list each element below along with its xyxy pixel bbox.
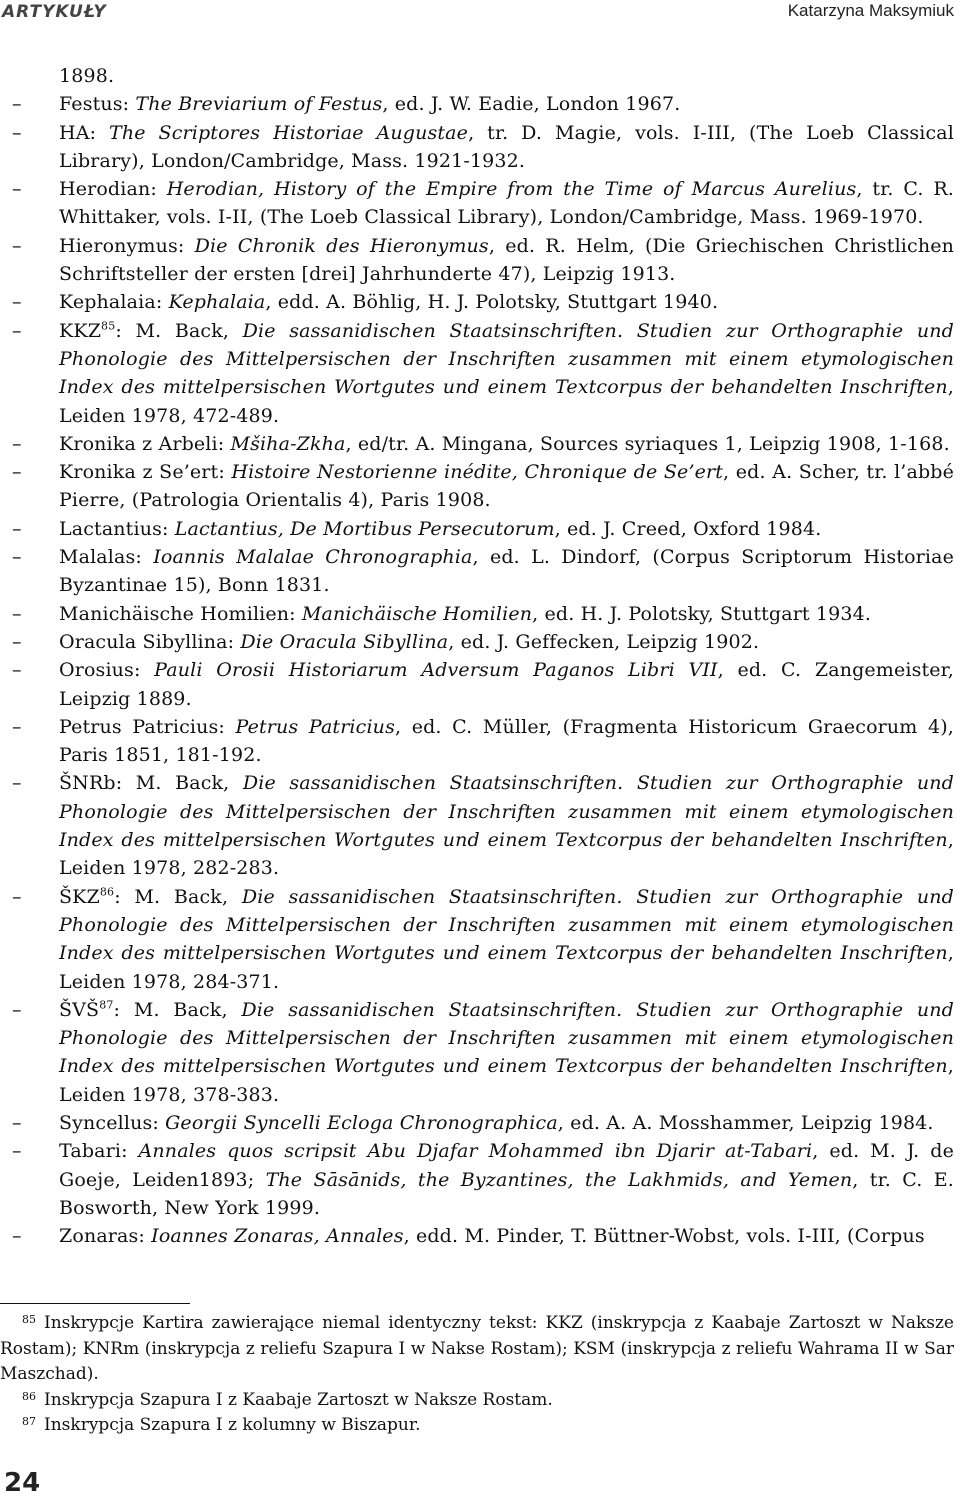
bibliography-entry [0,288,960,316]
list-dash: – [12,461,22,484]
running-head-author: Katarzyna Maksymiuk [787,1,954,20]
entry-source: ŠVŠ [59,998,100,1021]
entry-source: Kronika z Arbeli: [59,432,231,455]
bibliography-entry [0,883,960,996]
entry-source: HA: [59,121,110,144]
list-dash: – [12,659,22,682]
list-dash: – [12,998,22,1021]
list-dash: – [12,234,22,257]
entry-title: Lactantius, De Mortibus Persecutorum [174,517,555,540]
entry-title: Petrus Patricius [235,715,395,738]
journal-section-logo: ARTYKUŁY [2,2,107,22]
entry-details: , ed. J. W. Eadie, London 1967. [382,93,681,116]
footnote-number: 87 [22,1415,36,1428]
entry-source: Manichäische Homilien: [59,602,302,625]
entry-details: , edd. A. Böhlig, H. J. Polotsky, Stuttgart 1940. [265,291,719,314]
entry-source: Syncellus: [59,1111,166,1134]
entry-details: , Leiden 1978, 282-283. [59,829,954,880]
entry-source: Hieronymus: [59,234,195,257]
entry-title: Georgii Syncelli Ecloga Chronographica [165,1111,558,1134]
list-dash: – [12,517,22,540]
entry-details: 1898. [59,65,115,87]
bibliography-entry [0,62,960,90]
entry-details: , ed. J. Geffecken, Leipzig 1902. [448,630,760,653]
bibliography-entry [0,119,960,176]
entry-details: , ed. L. Dindorf, (Corpus Scriptorum Historiae Byzantinae 15), Bonn 1831. [59,546,954,597]
list-dash: – [12,319,22,342]
entry-source: Zonaras: [59,1225,152,1248]
list-dash: – [12,630,22,653]
entry-details: , ed. C. Zangemeister, Leipzig 1889. [59,659,954,710]
entry-details: , ed. A. A. Mosshammer, Leipzig 1984. [557,1111,934,1134]
entry-details: , Leiden 1978, 472-489. [59,376,954,427]
entry-details: , tr. D. Magie, vols. I-III, (The Loeb Classical Library), London/Cambridge, Mass. 1921-1932. [59,121,954,172]
entry-title: Annales quos scripsit Abu Djafar Mohammed ibn Djarir at-Tabari [138,1140,813,1163]
entry-source: Festus: [59,93,136,116]
footnote-text: Inskrypcja Szapura I z kolumny w Biszapur. [44,1415,421,1435]
entry-source: Oracula Sibyllina: [59,630,241,653]
page-number: 24 [4,1468,41,1498]
entry-title: Die sassanidischen Staatsinschriften. Studien zur Orthographie und Phonologie des Mittelpersischen der Inschriften zusammen mit einem etymologischen Index des mittelpersischen Wortgutes und einem Textcorpus der behandelten Inschriften [59,998,954,1078]
list-dash: – [12,546,22,569]
entry-title: Pauli Orosii Historiarum Adversum Paganos Libri VII [154,659,718,682]
bibliography-entry [0,996,960,1109]
bibliography-entry [0,713,960,770]
entry-title: The Sāsānids, the Byzantines, the Lakhmids, and Yemen [265,1168,853,1191]
entry-source: Tabari: [59,1140,139,1163]
bibliography-entry [0,317,960,430]
entry-title: Die sassanidischen Staatsinschriften. Studien zur Orthographie und Phonologie des Mittelpersischen der Inschriften zusammen mit einem etymologischen Index des mittelpersischen Wortgutes und einem Textcorpus der behandelten Inschriften [59,772,954,852]
entry-details: , ed/tr. A. Mingana, Sources syriaques 1, Leipzig 1908, 1-168. [345,432,950,455]
entry-details: , edd. M. Pinder, T. Büttner-Wobst, vols. I-III, (Corpus [403,1225,925,1248]
footnote [0,1413,960,1439]
entry-source: Malalas: [59,546,154,569]
entry-details: , Leiden 1978, 378-383. [59,1055,954,1106]
entry-source: ŠNRb: M. Back, [59,772,243,795]
footnote [0,1311,960,1388]
bibliography-entry [0,600,960,628]
entry-details: , ed. J. Creed, Oxford 1984. [554,517,822,540]
entry-source: Orosius: [59,659,155,682]
list-dash: – [12,885,22,908]
entry-editor: : M. Back, [115,319,243,342]
entry-source: Kronika z Se’ert: [59,461,232,484]
entry-details: , ed. H. J. Polotsky, Stuttgart 1934. [532,602,872,625]
footnote-text: Inskrypcje Kartira zawierające niemal identyczny tekst: KKZ (inskrypcja z Kaabaje Zartoszt w Naksze Rostam); KNRm (inskrypcja z reliefu Szapura I w Nakse Rostam); KSM (inskrypcja z reliefu Wahrama II w Sar Maszchad). [0,1313,954,1384]
bibliography-entry [0,1137,960,1222]
entry-source: Kephalaia: [59,291,169,314]
entry-details: , ed. M. J. de Goeje, Leiden1893; [59,1140,954,1191]
entry-title: Ioannes Zonaras, Annales [151,1225,404,1248]
bibliography-entry [0,232,960,289]
entry-title: The Breviarium of Festus [135,93,383,116]
entry-title: Kephalaia [168,291,266,314]
footnote-ref: 86 [99,885,115,899]
entry-editor: : M. Back, [114,885,242,908]
footnote-ref: 85 [101,319,116,333]
footnote-ref: 87 [99,998,114,1012]
entry-source: Lactantius: [59,517,175,540]
entry-source: ŠKZ [59,885,100,908]
entry-title: Die sassanidischen Staatsinschriften. Studien zur Orthographie und Phonologie des Mittelpersischen der Inschriften zusammen mit einem etymologischen Index des mittelpersischen Wortgutes und einem Textcorpus der behandelten Inschriften [59,885,954,965]
bibliography-entry [0,656,960,713]
bibliography-entry [0,1109,960,1137]
bibliography-entry [0,175,960,232]
entry-details: , ed. R. Helm, (Die Griechischen Christlichen Schriftsteller der ersten [drei] Jahrhunderte 47), Leipzig 1913. [59,234,954,286]
list-dash: – [12,93,22,116]
list-dash: – [12,1111,22,1134]
list-dash: – [12,291,22,314]
entry-title: Ioannis Malalae Chronographia [153,546,473,569]
bibliography-entry [0,543,960,600]
bibliography-entry [0,769,960,882]
entry-source: KKZ [59,319,102,342]
entry-source: Petrus Patricius: [59,715,236,738]
bibliography-entry [0,90,960,118]
entry-title: Histoire Nestorienne inédite, Chronique de Se’ert [231,461,724,484]
entry-source: Herodian: [59,178,167,201]
list-dash: – [12,602,22,625]
bibliography-entry [0,430,960,458]
bibliography-list [0,62,960,1250]
entry-title: Mšiha-Zkha [230,432,346,455]
entry-title: Herodian, History of the Empire from the Time of Marcus Aurelius [166,178,857,201]
entry-details: , ed. A. Scher, tr. l’abbé Pierre, (Patrologia Orientalis 4), Paris 1908. [59,461,954,512]
page-header [0,0,960,34]
list-dash: – [12,1225,22,1248]
list-dash: – [12,1140,22,1163]
bibliography-entry [0,1222,960,1250]
list-dash: – [12,178,22,201]
entry-details: , tr. C. E. Bosworth, New York 1999. [59,1168,954,1219]
footnotes [0,1311,960,1439]
entry-details: , ed. C. Müller, (Fragmenta Historicum Graecorum 4), Paris 1851, 181-192. [59,715,954,767]
list-dash: – [12,715,22,738]
footnote-text: Inskrypcja Szapura I z Kaabaje Zartoszt w Naksze Rostam. [44,1389,553,1410]
entry-title: Manichäische Homilien [301,602,533,625]
entry-title: Die sassanidischen Staatsinschriften. Studien zur Orthographie und Phonologie des Mittelpersischen der Inschriften zusammen mit einem etymologischen Index des mittelpersischen Wortgutes und einem Textcorpus der behandelten Inschriften [59,319,954,399]
list-dash: – [12,772,22,795]
entry-title: The Scriptores Historiae Augustae [109,121,469,144]
entry-details: , Leiden 1978, 284-371. [59,942,954,993]
list-dash: – [12,432,22,455]
entry-details: , tr. C. R. Whittaker, vols. I-II, (The Loeb Classical Library), London/Cambridge, Mass. 1969-1970. [59,178,954,229]
entry-title: Die Oracula Sibyllina [240,630,449,653]
entry-editor: : M. Back, [113,998,242,1021]
bibliography-entry [0,515,960,543]
footnote-number: 85 [22,1313,36,1326]
list-dash: – [12,121,22,144]
footnote-separator [0,1303,190,1304]
bibliography-entry [0,458,960,515]
footnote-number: 86 [22,1389,36,1403]
bibliography-entry [0,628,960,656]
footnote [0,1388,960,1414]
entry-title: Die Chronik des Hieronymus [194,234,489,257]
